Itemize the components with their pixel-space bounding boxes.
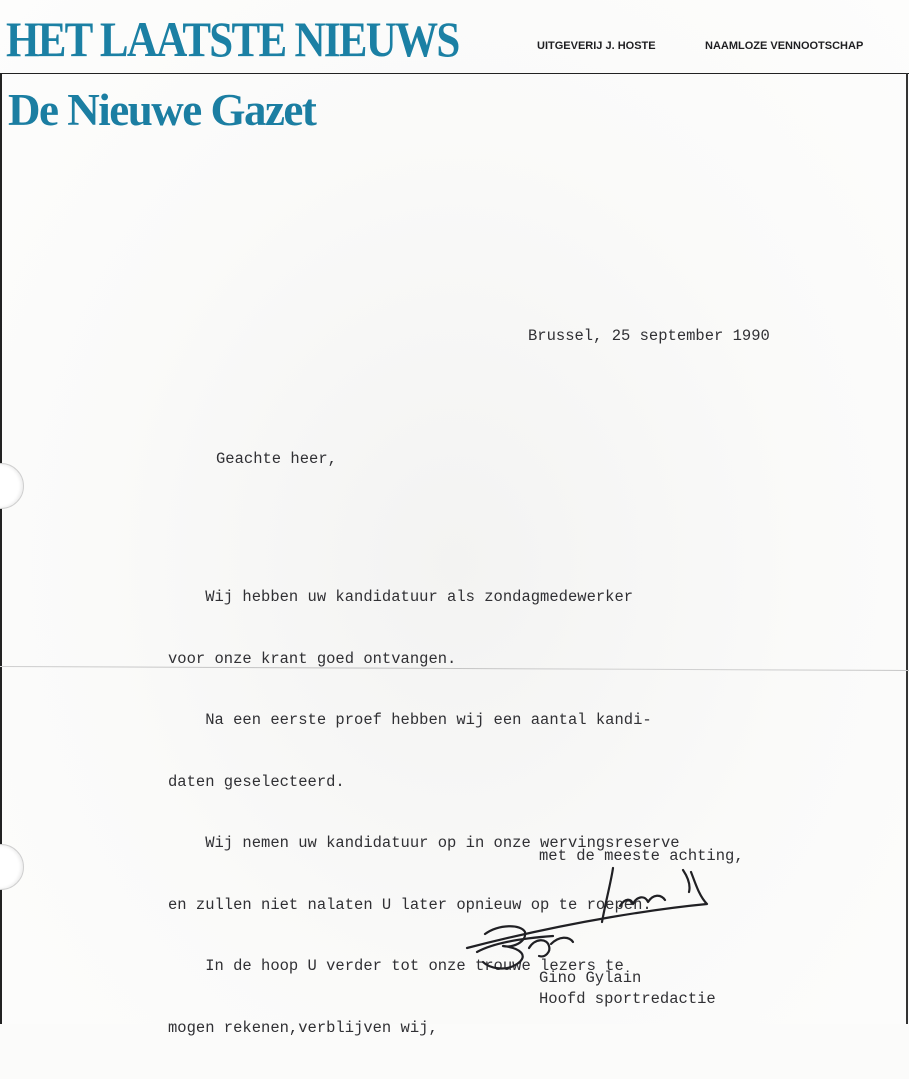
frame-right-rule bbox=[906, 73, 908, 1024]
newspaper-title-primary: HET LAATSTE NIEUWS bbox=[6, 11, 459, 67]
newspaper-title-secondary: De Nieuwe Gazet bbox=[8, 85, 316, 135]
body-line: voor onze krant goed ontvangen. bbox=[168, 649, 457, 668]
company-form: NAAMLOZE VENNOOTSCHAP bbox=[705, 40, 864, 52]
handwritten-signature bbox=[455, 848, 725, 978]
body-line: en zullen niet nalaten U later opnieuw op te roepen. bbox=[168, 895, 652, 914]
punch-hole bbox=[0, 844, 24, 890]
letter-salutation: Geachte heer, bbox=[216, 450, 337, 468]
publisher-name: UITGEVERIJ J. HOSTE bbox=[537, 40, 656, 52]
punch-hole bbox=[0, 463, 24, 509]
body-line: Na een eerste proef hebben wij een aantal kandi- bbox=[168, 711, 652, 729]
signer-name: Gino Gylain bbox=[539, 969, 642, 987]
body-line: daten geselecteerd. bbox=[168, 772, 345, 791]
letterhead-rule bbox=[0, 73, 909, 74]
body-line: In de hoop U verder tot onze trouwe lezers te bbox=[168, 957, 624, 975]
body-line: Wij hebben uw kandidatuur als zondagmedewerker bbox=[168, 588, 634, 606]
body-line: mogen rekenen,verblijven wij, bbox=[168, 1018, 438, 1037]
letter-date: Brussel, 25 september 1990 bbox=[528, 327, 770, 345]
letter-closing: met de meeste achting, bbox=[539, 847, 744, 865]
signer-title: Hoofd sportredactie bbox=[539, 990, 716, 1008]
body-line: Wij nemen uw kandidatuur op in onze wervingsreserve bbox=[168, 834, 680, 852]
